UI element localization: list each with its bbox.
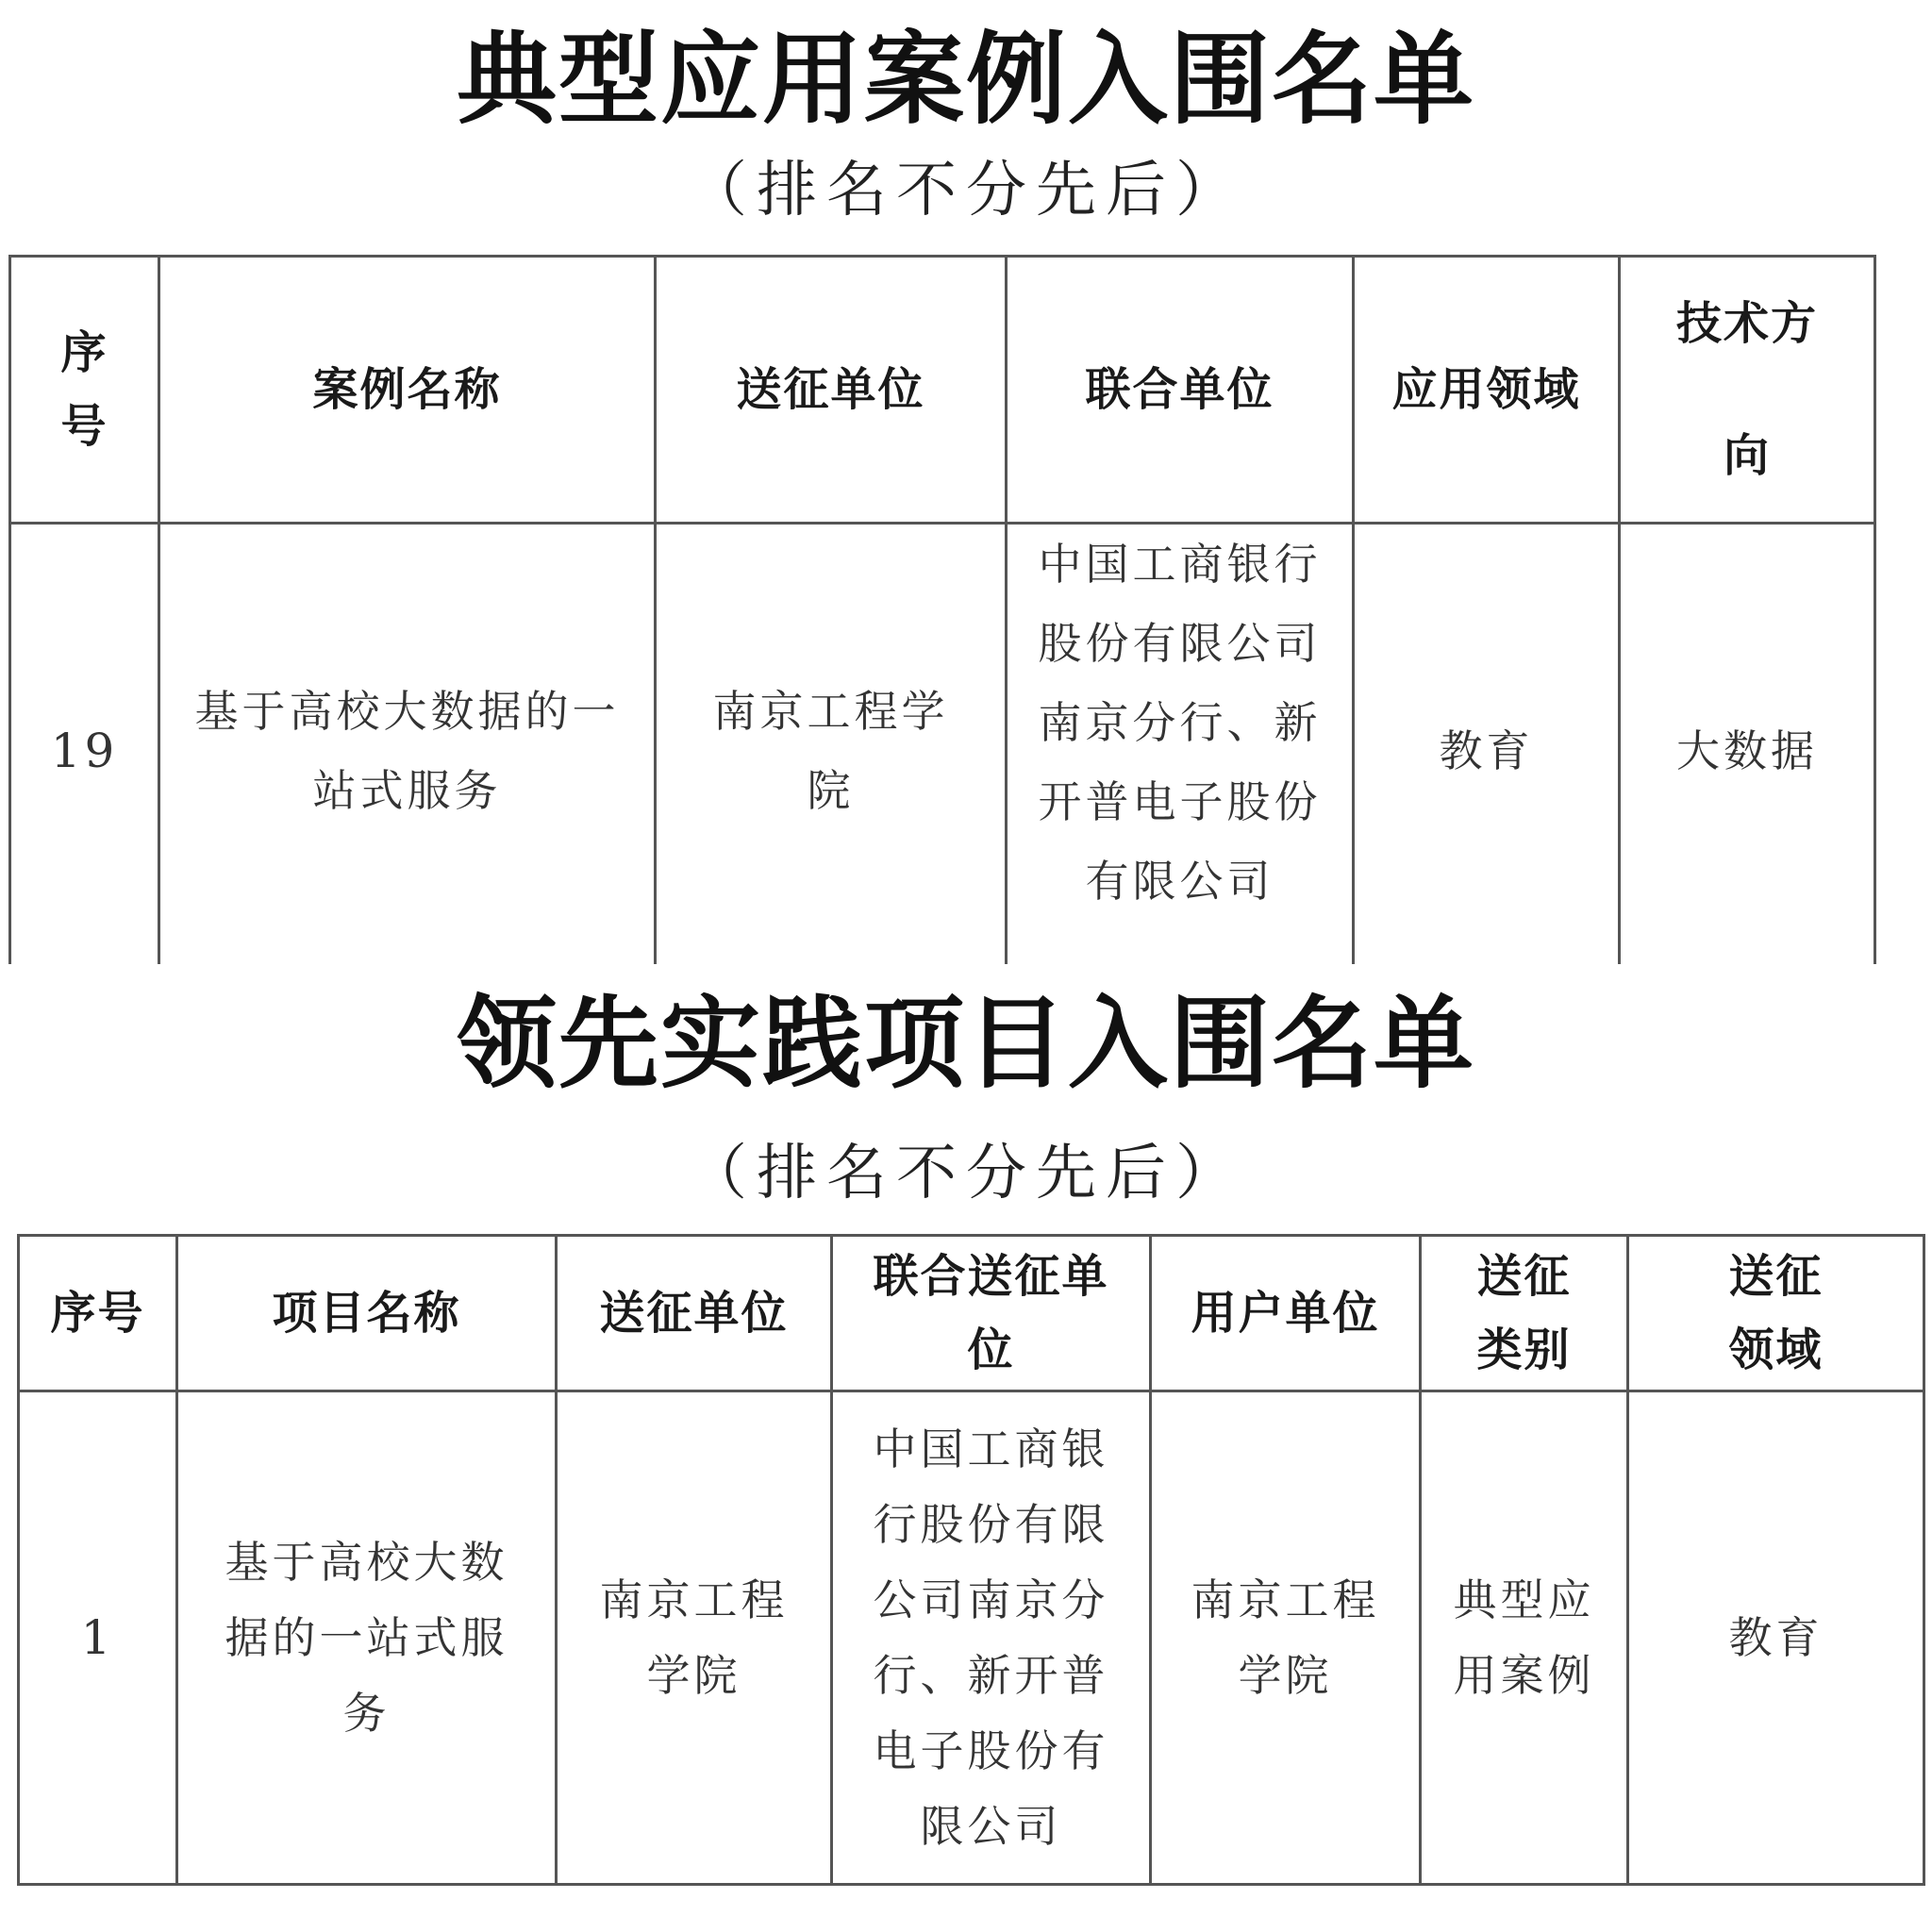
section-title: 典型应用案例入围名单 [457,20,1475,138]
cell-joint-unit: 中国工商银行股份有限公司南京分行、新开普电子股份有限公司 [1007,524,1354,965]
cell-project-name: 基于高校大数据的一站式服务 [177,1391,557,1885]
leading-practice-table [17,1234,1925,1886]
cell-index: 19 [10,524,159,965]
header-application-field: 应用领域 [1354,257,1620,524]
cell-tech-direction: 大数据 [1620,524,1875,965]
cell-category: 典型应用案例 [1421,1391,1628,1885]
header-submitting-unit: 送征单位 [557,1236,832,1391]
table-row [19,1391,1924,1885]
cell-joint-submitting-unit: 中国工商银行股份有限公司南京分行、新开普电子股份有限公司 [832,1391,1151,1885]
table-header-row [10,257,1875,524]
cell-index: 1 [19,1391,177,1885]
cell-case-name: 基于高校大数据的一站式服务 [159,524,656,965]
header-tech-direction: 技术方向 [1620,257,1875,524]
section-subtitle: （排名不分先后） [687,156,1245,225]
table-row [10,524,1875,965]
header-submitting-unit: 送征单位 [656,257,1007,524]
cell-application-field: 教育 [1354,524,1620,965]
leading-practice-section [0,964,1932,1932]
cell-user-unit: 南京工程学院 [1151,1391,1421,1885]
cell-submitting-unit: 南京工程学院 [557,1391,832,1885]
header-category: 送征类别 [1421,1236,1628,1391]
typical-cases-section [0,0,1932,964]
typical-cases-table [8,255,1876,964]
header-field: 送征领域 [1628,1236,1924,1391]
table-header-row [19,1236,1924,1391]
header-joint-unit: 联合单位 [1007,257,1354,524]
section-title: 领先实践项目入围名单 [457,984,1475,1102]
cell-field: 教育 [1628,1391,1924,1885]
section-subtitle: （排名不分先后） [687,1139,1245,1208]
header-user-unit: 用户单位 [1151,1236,1421,1391]
header-case-name: 案例名称 [159,257,656,524]
header-project-name: 项目名称 [177,1236,557,1391]
header-index: 序号 [19,1236,177,1391]
header-index: 序号 [10,257,159,524]
header-joint-submitting-unit: 联合送征单位 [832,1236,1151,1391]
cell-submitting-unit: 南京工程学院 [656,524,1007,965]
